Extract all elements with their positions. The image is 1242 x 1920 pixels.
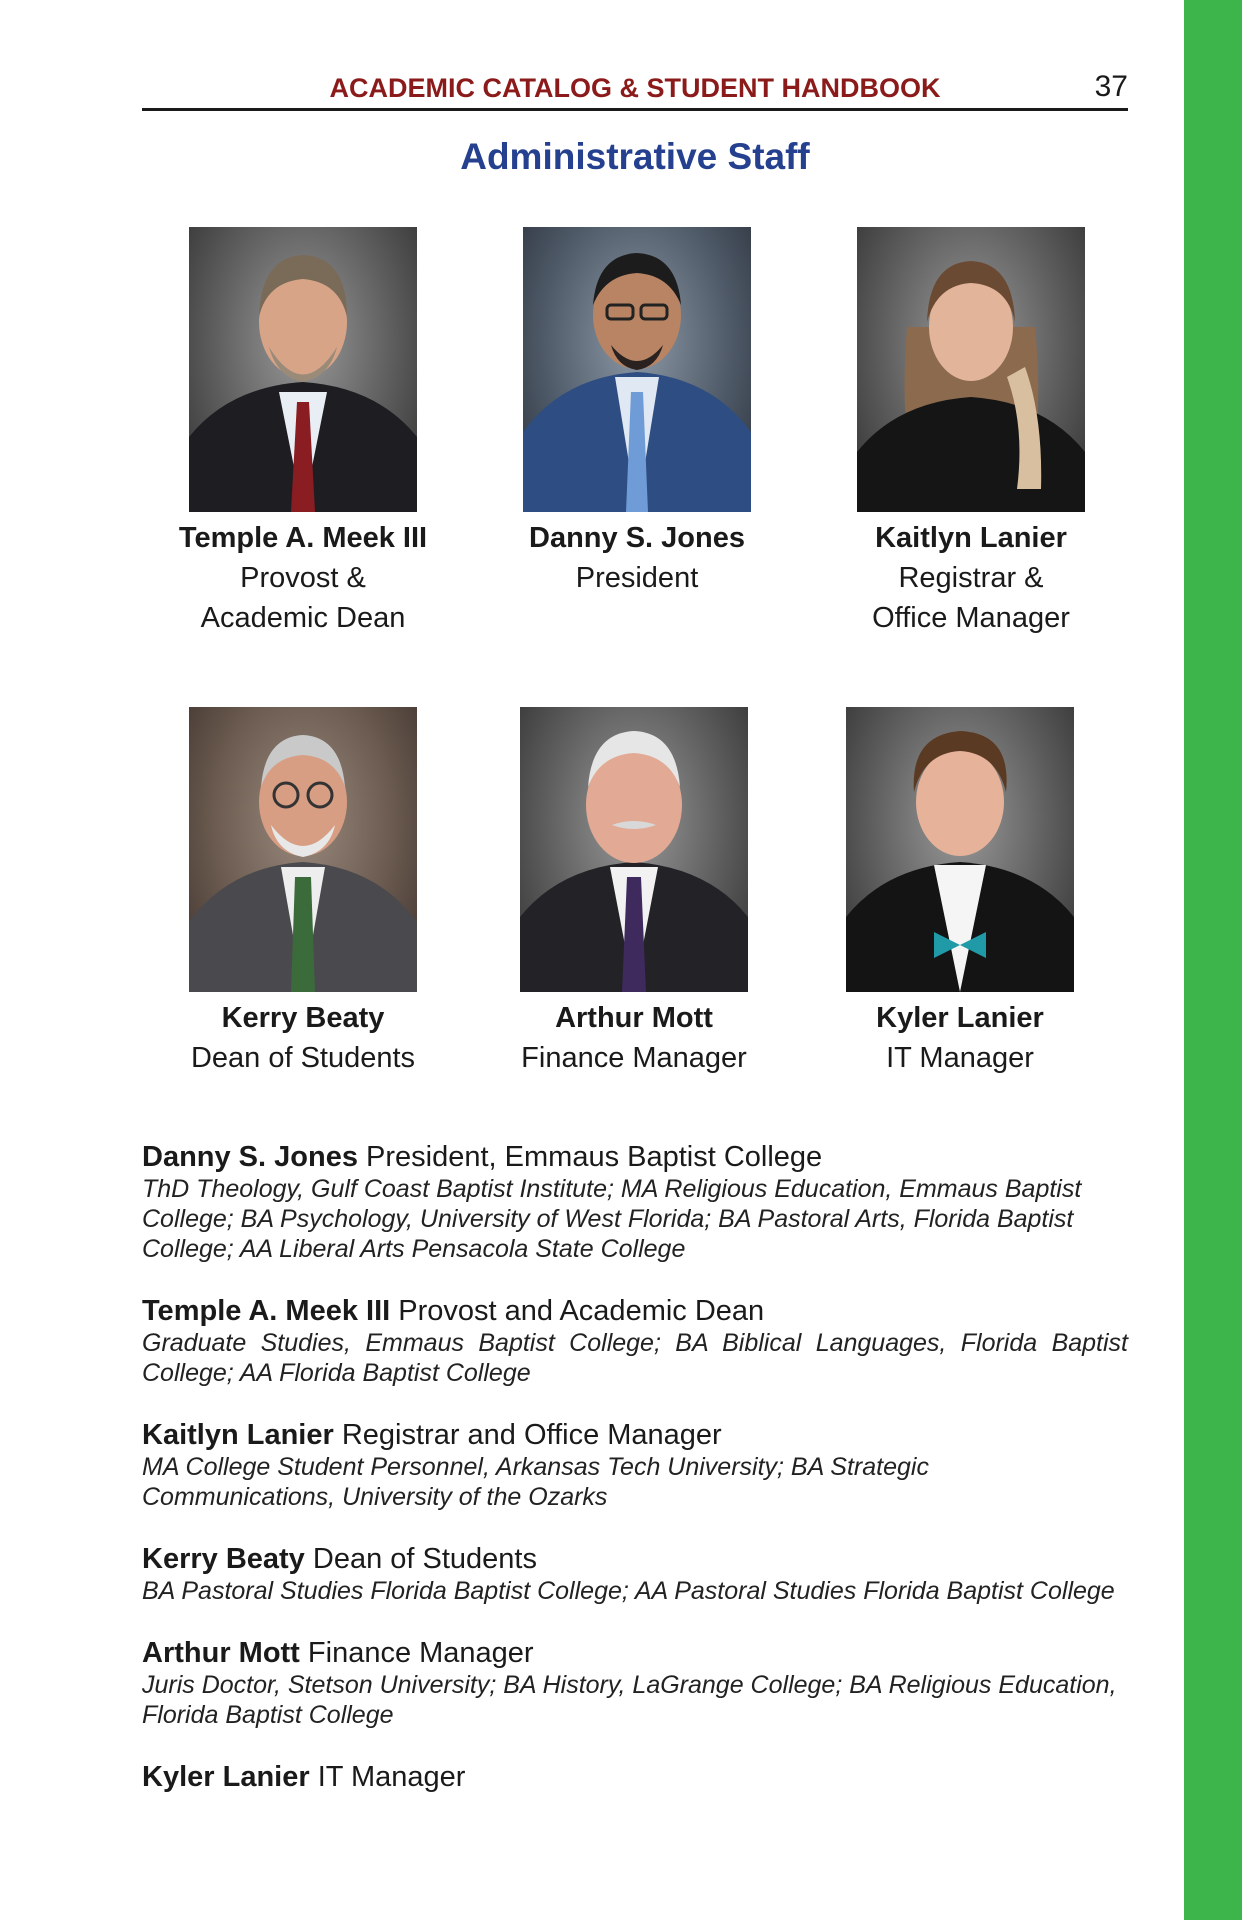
staff-role: Dean of Students	[190, 1042, 416, 1074]
bio-name: Kyler Lanier	[142, 1761, 310, 1793]
staff-role: Finance Manager	[521, 1042, 747, 1074]
staff-card-mott	[484, 707, 784, 1078]
staff-name: Kaitlyn Lanier	[875, 522, 1067, 554]
bio-name: Kaitlyn Lanier	[142, 1419, 334, 1451]
bio-title: President, Emmaus Baptist College	[366, 1141, 823, 1173]
page-number: 37	[1094, 70, 1128, 103]
bio-entry	[142, 1760, 1128, 1794]
staff-role: Provost &	[240, 562, 366, 594]
staff-name: Kyler Lanier	[876, 1002, 1044, 1034]
portrait-photo	[846, 707, 1074, 992]
staff-card-meek	[153, 227, 453, 638]
portrait-photo	[857, 227, 1085, 512]
bio-education: Graduate Studies, Emmaus Baptist College; BA Biblical Languages, Florida Baptist College; AA Florida Baptist College	[142, 1329, 1128, 1387]
bio-entry	[142, 1418, 1128, 1512]
staff-role: President	[575, 562, 699, 594]
staff-card-beaty	[153, 707, 453, 1078]
bio-title: IT Manager	[317, 1761, 466, 1793]
section-title: Administrative Staff	[460, 136, 810, 177]
staff-biographies	[142, 1140, 1128, 1824]
side-color-bar	[1184, 0, 1242, 1920]
bio-title: Provost and Academic Dean	[398, 1295, 765, 1327]
bio-title: Dean of Students	[312, 1543, 537, 1575]
portrait-photo	[523, 227, 751, 512]
catalog-title: ACADEMIC CATALOG & STUDENT HANDBOOK	[329, 73, 941, 103]
portrait-photo	[189, 227, 417, 512]
staff-card-kaitlyn	[821, 227, 1121, 638]
bio-entry	[142, 1542, 1128, 1606]
bio-education: Juris Doctor, Stetson University; BA History, LaGrange College; BA Religious Education, Florida Baptist College	[142, 1671, 1117, 1729]
bio-name: Kerry Beaty	[142, 1543, 305, 1575]
bio-name: Danny S. Jones	[142, 1141, 358, 1173]
bio-entry	[142, 1636, 1128, 1730]
staff-role: IT Manager	[886, 1042, 1034, 1074]
page-header	[142, 70, 1128, 111]
bio-entry	[142, 1294, 1128, 1388]
staff-card-jones	[487, 227, 787, 598]
staff-name: Kerry Beaty	[221, 1002, 385, 1034]
staff-role: Academic Dean	[200, 602, 406, 634]
staff-role: Office Manager	[872, 602, 1070, 634]
bio-title: Registrar and Office Manager	[341, 1419, 722, 1451]
staff-card-kyler	[810, 707, 1110, 1078]
bio-name: Arthur Mott	[142, 1637, 300, 1669]
staff-role: Registrar &	[898, 562, 1044, 594]
portrait-photo	[520, 707, 748, 992]
bio-entry	[142, 1140, 1128, 1264]
bio-title: Finance Manager	[307, 1637, 534, 1669]
bio-education: MA College Student Personnel, Arkansas Tech University; BA Strategic Communications, University of the Ozarks	[142, 1453, 929, 1511]
staff-name: Danny S. Jones	[529, 522, 745, 554]
staff-name: Temple A. Meek III	[178, 522, 428, 554]
bio-education: ThD Theology, Gulf Coast Baptist Institute; MA Religious Education, Emmaus Baptist College; BA Psychology, University of West Florida; BA Pastoral Arts, Florida Baptist College; AA Liberal Arts Pensacola State College	[142, 1175, 1082, 1263]
bio-name: Temple A. Meek III	[142, 1295, 391, 1327]
staff-name: Arthur Mott	[555, 1002, 713, 1034]
bio-education: BA Pastoral Studies Florida Baptist College; AA Pastoral Studies Florida Baptist College	[142, 1577, 1115, 1605]
portrait-photo	[189, 707, 417, 992]
